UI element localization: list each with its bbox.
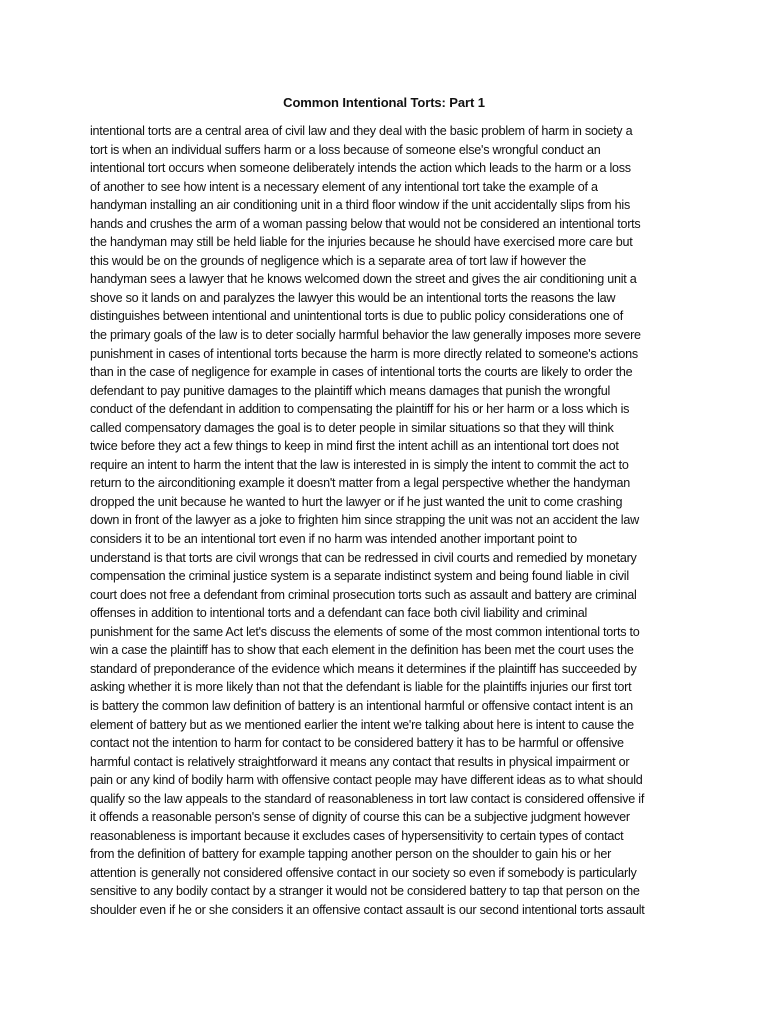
body-line: reasonableness is important because it excludes cases of hypersensitivity to certain types of contact: [90, 828, 624, 843]
body-line: the handyman may still be held liable for the injuries because he should have exercised more care but: [90, 235, 633, 250]
body-line: handyman installing an air conditioning unit in a third floor window if the unit accidentally slips from his: [90, 198, 631, 213]
body-line: called compensatory damages the goal is to deter people in similar situations so that they will think: [90, 420, 614, 435]
body-line: it offends a reasonable person's sense of dignity of course this can be a subjective judgment however: [90, 810, 630, 825]
body-line: handyman sees a lawyer that he knows welcomed down the street and gives the air conditioning unit a: [90, 272, 637, 287]
body-line: standard of preponderance of the evidence which means it determines if the plaintiff has succeeded by: [90, 661, 637, 676]
body-line: require an intent to harm the intent that the law is interested in is simply the intent to commit the act to: [90, 457, 629, 472]
document-title: Common Intentional Torts: Part 1: [283, 95, 485, 110]
document-body: [90, 122, 682, 920]
body-line: return to the airconditioning example it doesn't matter from a legal perspective whether the handyman: [90, 476, 630, 491]
body-line: contact not the intention to harm for contact to be considered battery it has to be harmful or offensive: [90, 736, 624, 751]
body-line: than in the case of negligence for example in cases of intentional torts the courts are likely to order the: [90, 365, 633, 380]
body-line: sensitive to any bodily contact by a stranger it would not be considered battery to tap that person on the: [90, 884, 640, 899]
body-line: punishment for the same Act let's discuss the elements of some of the most common intentional torts to: [90, 624, 640, 639]
body-line: down in front of the lawyer as a joke to frighten him since strapping the unit was not an accident the law: [90, 513, 639, 528]
body-line: the primary goals of the law is to deter socially harmful behavior the law generally imposes more severe: [90, 328, 641, 343]
body-line: conduct of the defendant in addition to compensating the plaintiff for his or her harm or a loss which is: [90, 402, 630, 417]
body-line: harmful contact is relatively straightforward it means any contact that results in physical impairment or: [90, 754, 630, 769]
body-line: is battery the common law definition of battery is an intentional harmful or offensive contact intent is an: [90, 698, 633, 713]
body-line: tort is when an individual suffers harm or a loss because of someone else's wrongful conduct an: [90, 142, 601, 157]
body-line: distinguishes between intentional and unintentional torts is due to public policy considerations one of: [90, 309, 623, 324]
body-line: offenses in addition to intentional torts and a defendant can face both civil liability and criminal: [90, 606, 588, 621]
body-line: asking whether it is more likely than not that the defendant is liable for the plaintiffs injuries our first tort: [90, 680, 632, 695]
body-line: of another to see how intent is a necessary element of any intentional tort take the example of a: [90, 179, 598, 194]
body-line: twice before they act a few things to keep in mind first the intent achill as an intentional tort does not: [90, 439, 619, 454]
body-line: element of battery but as we mentioned earlier the intent we're talking about here is intent to cause the: [90, 717, 634, 732]
body-line: hands and crushes the arm of a woman passing below that would not be considered an intentional torts: [90, 216, 641, 231]
body-line: this would be on the grounds of negligence which is a separate area of tort law if however the: [90, 253, 586, 268]
body-line: intentional torts are a central area of civil law and they deal with the basic problem of harm in society a: [90, 124, 633, 138]
body-line: attention is generally not considered offensive contact in our society so even if somebody is particularly: [90, 865, 637, 880]
body-line: court does not free a defendant from criminal prosecution torts such as assault and battery are criminal: [90, 587, 637, 602]
body-line: dropped the unit because he wanted to hurt the lawyer or if he just wanted the unit to come crashing: [90, 494, 623, 509]
body-line: from the definition of battery for example tapping another person on the shoulder to gain his or her: [90, 847, 612, 862]
body-line: understand is that torts are civil wrongs that can be redressed in civil courts and remedied by monetary: [90, 550, 637, 565]
body-line: intentional tort occurs when someone deliberately intends the action which leads to the harm or a loss: [90, 161, 631, 176]
body-line: defendant to pay punitive damages to the plaintiff which means damages that punish the wrongful: [90, 383, 611, 398]
body-line: qualify so the law appeals to the standard of reasonableness in tort law contact is considered offensive if: [90, 791, 645, 806]
body-line: win a case the plaintiff has to show that each element in the definition has been met the court uses the: [90, 643, 634, 658]
body-line: considers it to be an intentional tort even if no harm was intended another important point to: [90, 532, 577, 547]
body-line: shove so it lands on and paralyzes the lawyer this would be an intentional torts the reasons the law: [90, 290, 616, 305]
body-line: punishment in cases of intentional torts because the harm is more directly related to someone's actions: [90, 346, 638, 361]
body-line: shoulder even if he or she considers it an offensive contact assault is our second intentional torts assault: [90, 902, 645, 917]
body-line: compensation the criminal justice system is a separate indistinct system and being found liable in civil: [90, 569, 629, 584]
body-line: pain or any kind of bodily harm with offensive contact people may have different ideas as to what should: [90, 773, 643, 788]
